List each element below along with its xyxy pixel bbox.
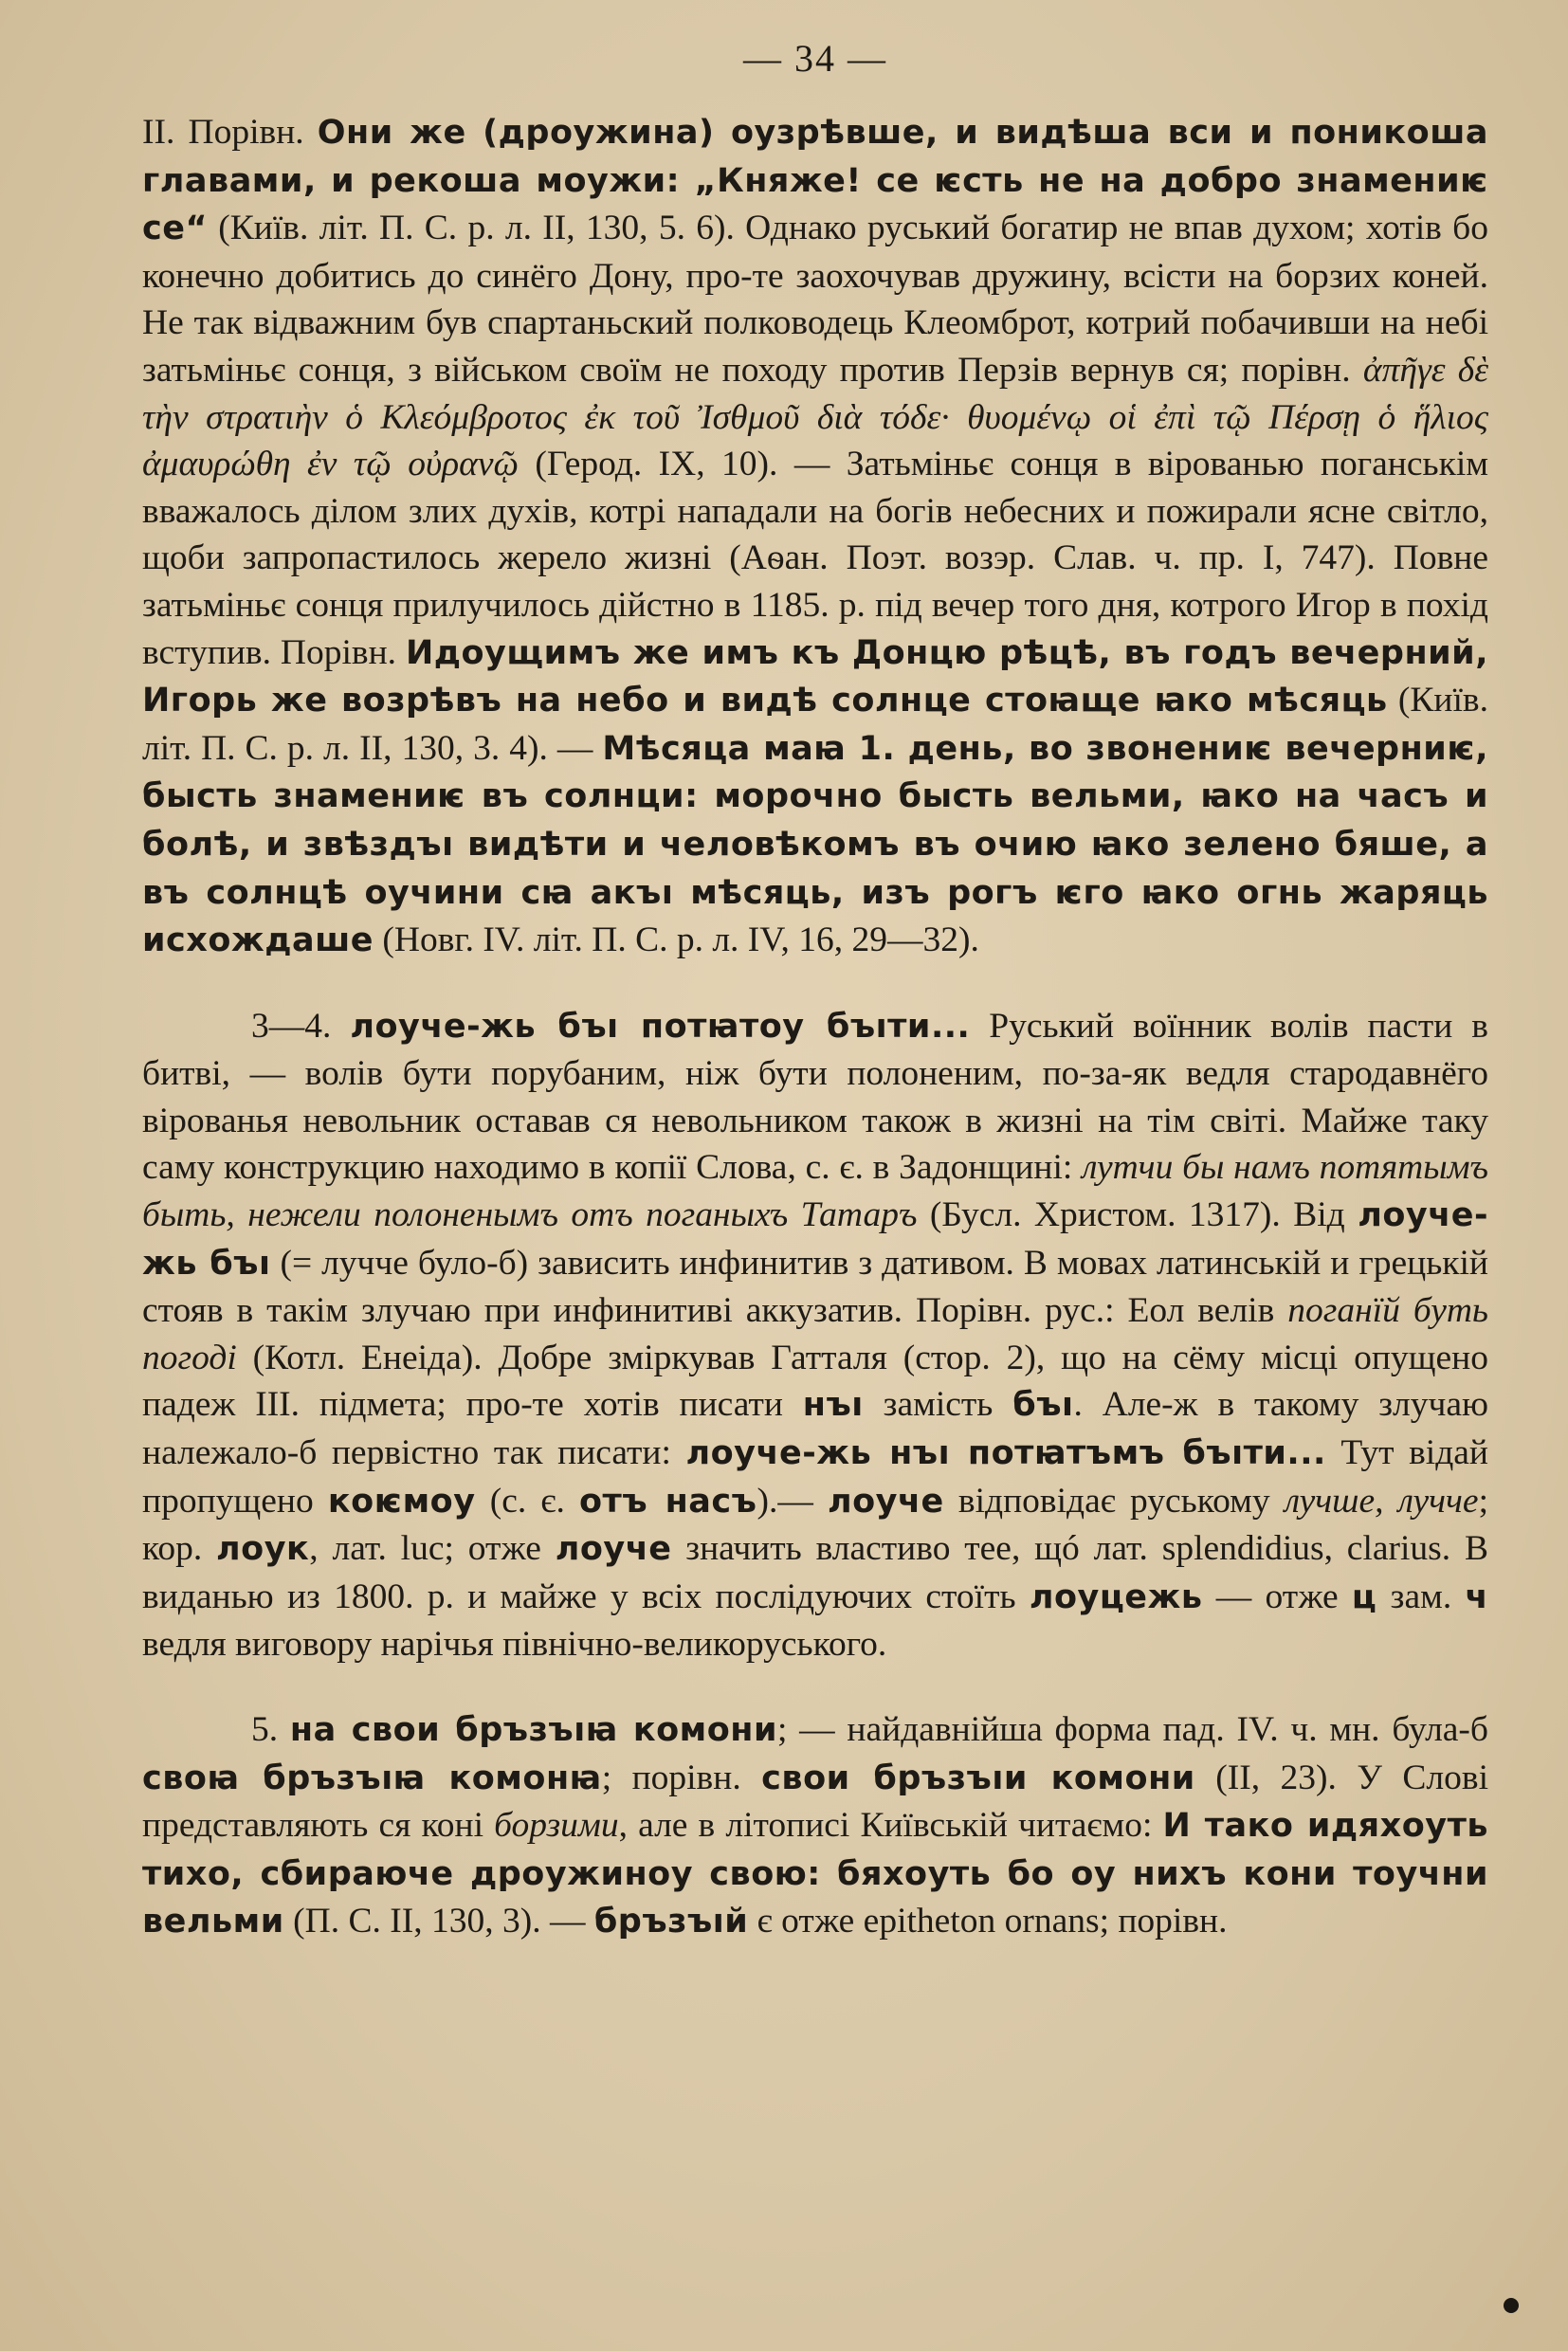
church-slavonic-quote: на свои бръзъıꙗ комони bbox=[289, 1711, 777, 1749]
text-run: 5. bbox=[251, 1710, 290, 1749]
text-run: (Герод. IX, 10). — Затьміньє сонця в вірованью поганськім вважалось ділом злих духів, котрі нападали на богів небесних и пожирали ясне світло, щоби запропастилось жерело жизні (Аѳан. Поэт. возэр. Слав. ч. пр. I, 747). Повне затьміньє сонця прилучилось дійстно в 1185. р. під вечер того дня, котрого Игор в похід вступив. Порівн. bbox=[142, 445, 1488, 672]
church-slavonic-quote: своꙗ бръзъıꙗ комонꙗ bbox=[142, 1759, 602, 1797]
text-run: значить властиво тее, щó лат. splendidius, clarius. В виданью из 1800. р. и майже у всіх послідуючих стоїть bbox=[142, 1529, 1488, 1616]
paragraph bbox=[142, 1003, 1488, 1668]
text-run: ведля виговору нарічья північно-великоруського. bbox=[142, 1625, 887, 1665]
text-run: Тут відай пропущено bbox=[142, 1433, 1488, 1521]
church-slavonic-quote: лоук bbox=[216, 1530, 310, 1569]
text-run: Руський воїнник волів пасти в битві, — волів бути порубаним, ніж бути полоненим, по-за-як ведля стародавнёго вірованья невольник оставав ся невольником також в жизні на тім світі. Майже таку саму конструкцию находимо в копії Слова, с. є. в Задонщині: bbox=[142, 1006, 1488, 1188]
italic-quote: борзими bbox=[494, 1806, 619, 1846]
text-run: (Бусл. Христом. 1317). Від bbox=[917, 1195, 1358, 1235]
text-run: ).— bbox=[757, 1481, 828, 1521]
church-slavonic-quote: Мѣсяца маꙗ 1. день, во звонениѥ вечерниѥ, бысть знамениѥ въ солнци: морочно бысть вельми, ꙗко на часъ и болѣ, и звѣздъı видѣти и человѣкомъ въ очию ꙗко зелено бяше, а въ солнцѣ оучини сꙗ акъı мѣсяць, изъ рогъ ѥго ꙗко огнь жаряць исхождаше bbox=[142, 729, 1488, 960]
paragraph bbox=[142, 109, 1488, 965]
text-run: , лат. luc; отже bbox=[309, 1529, 556, 1569]
church-slavonic-quote: лоуче-жь бъı потꙗтоу бъıти... bbox=[350, 1007, 971, 1046]
church-slavonic-quote: нъı bbox=[802, 1386, 864, 1425]
document-page bbox=[142, 36, 1488, 2292]
paragraph bbox=[142, 1706, 1488, 1946]
text-run: II. Порівн. bbox=[142, 113, 318, 152]
page-number: — 34 — bbox=[743, 37, 887, 80]
text-run: , але в літописі Київській читаємо: bbox=[618, 1806, 1163, 1846]
italic-quote: поганїй буть погоді bbox=[142, 1291, 1488, 1377]
church-slavonic-quote: Идоущимъ же имъ къ Донцю рѣцѣ, въ годъ вечерний, Игорь же возрѣвъ на небо и видѣ солнце стоꙗще ꙗко мѣсяць bbox=[142, 633, 1488, 720]
paragraph-gap bbox=[142, 1668, 1488, 1706]
church-slavonic-quote: И тако идяхоуть тихо, сбираюче дроужиноу свою: бяхоуть бо оу нихъ кони тоучни вельми bbox=[142, 1807, 1489, 1941]
text-run: (II, 23). У Слові представляють ся коні bbox=[142, 1758, 1488, 1846]
paragraph-gap bbox=[142, 965, 1488, 1003]
text-run: ; порівн. bbox=[601, 1758, 762, 1797]
text-run: (Київ. літ. П. С. р. л. II, 130, 3. 4). — bbox=[142, 681, 1488, 768]
text-run: (П. С. II, 130, 3). — bbox=[283, 1902, 594, 1941]
text-run: (с. є. bbox=[475, 1481, 579, 1521]
text-run: є отже epitheton ornans; порівн. bbox=[748, 1902, 1228, 1941]
church-slavonic-quote: Они же (дроужина) оузрѣвше, и видѣша вси и поникоша главами, и рекоша моужи: „Княже! се ѥсть не на добро знамениѥ се“ bbox=[142, 114, 1488, 248]
body-text bbox=[142, 109, 1488, 1946]
church-slavonic-quote: лоуче-жь нъı потꙗтъмъ бъıти... bbox=[685, 1434, 1326, 1473]
ink-dot bbox=[1504, 2298, 1519, 2313]
text-run: (Новг. IV. літ. П. С. р. л. IV, 16, 29—32). bbox=[374, 920, 979, 960]
church-slavonic-quote: лоуче-жь бъı bbox=[142, 1196, 1488, 1283]
text-run: замість bbox=[863, 1385, 1013, 1425]
church-slavonic-quote: лоуцежь bbox=[1029, 1577, 1203, 1616]
italic-quote: лучше, лучче bbox=[1284, 1481, 1479, 1521]
text-run: 3—4. bbox=[251, 1006, 351, 1046]
text-run: (Київ. літ. П. С. р. л. II, 130, 5. 6). Однако руський богатир не впав духом; хотів бо конечно добитись до синёго Дону, про-те заохочував дружину, всісти на борзих коней. Не так відважним був спартаньский полководець Клеомброт, котрий побачивши на небі затьміньє сонця, з військом своїм не походу против Перзів вернув ся; порівн. bbox=[142, 209, 1488, 390]
church-slavonic-quote: коѥмоу bbox=[327, 1482, 476, 1521]
church-slavonic-quote: отъ насъ bbox=[579, 1482, 757, 1521]
text-run: . Але-ж в такому злучаю належало-б первістно так писати: bbox=[142, 1385, 1488, 1473]
church-slavonic-quote: свои бръзъıи комони bbox=[761, 1759, 1195, 1797]
text-run: відповідає руському bbox=[943, 1481, 1285, 1521]
text-run: (Котл. Енеіда). Добре зміркував Гатталя (стор. 2), що на сёму місці опущено падеж III. підмета; про-те хотів писати bbox=[142, 1338, 1488, 1425]
text-run: ; кор. bbox=[142, 1481, 1488, 1569]
text-run: зам. bbox=[1377, 1576, 1466, 1616]
greek-quote: ἀπῆγε δὲ τὴν στρατιὴν ὁ Κλεόμβροτος ἐκ τοῦ Ἰσθμοῦ διὰ τόδε· θυομένῳ οἱ ἐπὶ τῷ Πέρσῃ ὁ ἥλιος ἀμαυρώθη ἐν τῷ οὐρανῷ bbox=[142, 350, 1488, 484]
text-run: ; — найдавнійша форма пад. IV. ч. мн. була-б bbox=[777, 1710, 1488, 1749]
church-slavonic-quote: ц bbox=[1351, 1577, 1377, 1616]
text-run: — отже bbox=[1202, 1576, 1352, 1616]
text-run: (= лучче було-б) зависить инфинитив з дативом. В мовах латинській и грецькій стояв в такім злучаю при инфинитиві аккузатив. Порівн. рус.: Еол велів bbox=[142, 1243, 1488, 1331]
church-slavonic-quote: бъı bbox=[1012, 1386, 1074, 1425]
church-slavonic-quote: ч bbox=[1465, 1577, 1488, 1616]
church-slavonic-quote: лоуче bbox=[555, 1530, 672, 1569]
church-slavonic-quote: бръзъıй bbox=[593, 1903, 749, 1941]
church-slavonic-quote: лоуче bbox=[827, 1482, 944, 1521]
italic-quote: лутчи бы намъ потятымъ быть, нежели полоненымъ отъ поганыхъ Татаръ bbox=[142, 1148, 1488, 1235]
